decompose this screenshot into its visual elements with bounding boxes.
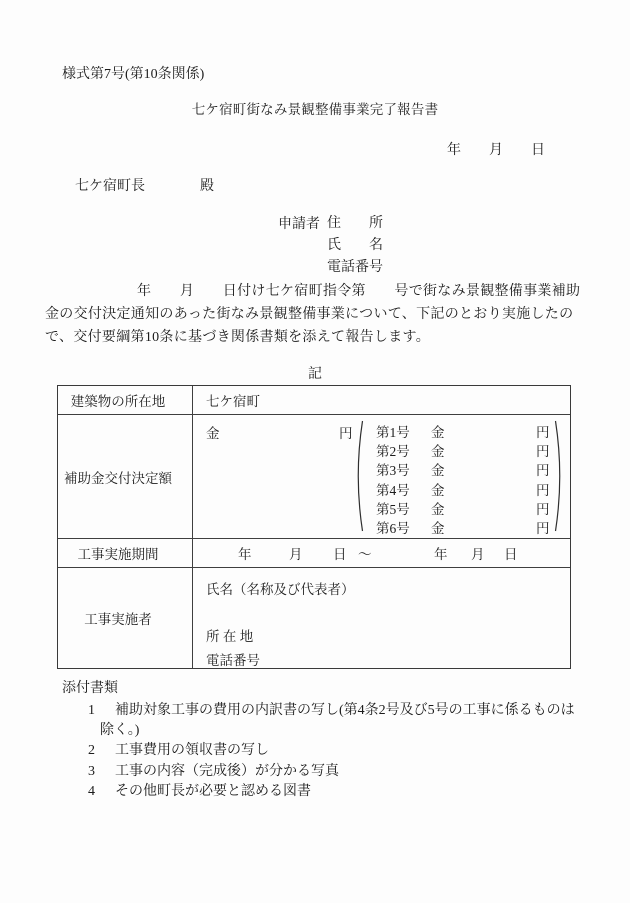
attachment-item-continuation: 除く。) (100, 723, 140, 738)
period-token: 日 (333, 547, 347, 562)
amount-entry (376, 498, 554, 517)
table-row-amount (58, 414, 570, 538)
table-row-contractor (58, 567, 570, 668)
table-row-period (58, 538, 570, 567)
entry-no: 第3号 (376, 463, 410, 479)
amount-entry (376, 517, 554, 536)
applicant-name-label: 氏 名 (327, 238, 383, 253)
applicant-label: 申請者 (278, 217, 320, 232)
addressee-honorific: 殿 (200, 179, 214, 194)
large-paren-right-icon (554, 419, 567, 533)
entry-kin: 金 (431, 444, 445, 460)
amount-entry (376, 459, 554, 478)
applicant-address-label: 住 所 (327, 216, 383, 231)
entry-no: 第2号 (376, 444, 410, 460)
contractor-address-line: 所 在 地 (206, 629, 254, 644)
period-token: 月 (471, 547, 485, 562)
body-line-1: 年 月 日付け七ケ宿町指令第 号で街なみ景観整備事業補助 (137, 284, 581, 299)
period-token: 月 (289, 547, 303, 562)
entry-no: 第1号 (376, 425, 410, 440)
applicant-phone-label: 電話番号 (327, 260, 383, 275)
attachment-item (62, 699, 575, 719)
attachment-item (62, 760, 339, 780)
amount-total-yen: 円 (339, 426, 353, 441)
period-token: 日 (504, 547, 518, 562)
item-number: 2 (88, 743, 95, 758)
attachment-item (62, 780, 311, 800)
amount-entry (376, 421, 554, 440)
amount-cell (193, 415, 570, 538)
applicant-block (327, 213, 383, 279)
addressee (75, 175, 214, 195)
ki-heading: 記 (308, 367, 322, 382)
entry-no: 第5号 (376, 501, 410, 517)
entry-yen: 円 (536, 501, 550, 517)
body-line-3: で、交付要綱第10条に基づき関係書類を添えて報告します。 (45, 330, 430, 345)
period-tilde: ～ (358, 547, 372, 562)
entry-yen: 円 (536, 482, 550, 498)
item-number: 3 (88, 764, 95, 779)
document-title: 七ケ宿町街なみ景観整備事業完了報告書 (191, 102, 439, 117)
location-value: 七ケ宿町 (206, 394, 260, 409)
entry-yen: 円 (536, 444, 550, 460)
item-number: 4 (88, 784, 95, 799)
contractor-phone-line: 電話番号 (206, 653, 260, 668)
report-table (57, 385, 571, 669)
date-line: 年 月 日 (447, 143, 545, 158)
entry-yen: 円 (536, 463, 550, 479)
period-token: 年 (434, 547, 448, 562)
attachments-heading: 添付書類 (62, 681, 118, 696)
amount-entries (376, 421, 554, 536)
item-text: 工事費用の領収書の写し (115, 743, 269, 758)
amount-entry (376, 440, 554, 459)
amount-label: 補助金交付決定額 (58, 415, 193, 538)
form-number: 様式第7号(第10条関係) (62, 67, 205, 82)
entry-kin: 金 (431, 425, 445, 440)
contractor-cell (193, 568, 570, 668)
item-text: 工事の内容（完成後）が分かる写真 (115, 764, 339, 779)
attachment-item (62, 739, 269, 759)
entry-no: 第6号 (376, 520, 410, 536)
entry-kin: 金 (431, 482, 445, 498)
entry-kin: 金 (431, 520, 445, 536)
body-line-2: 金の交付決定通知のあった街なみ景観整備事業について、下記のとおり実施したの (45, 307, 574, 322)
amount-entry (376, 479, 554, 498)
period-value (193, 539, 570, 567)
addressee-label: 七ケ宿町長 (75, 179, 145, 194)
contractor-label: 工事実施者 (58, 568, 193, 668)
entry-yen: 円 (536, 520, 550, 536)
entry-no: 第4号 (376, 482, 410, 498)
amount-total-kin: 金 (206, 426, 220, 441)
large-paren-left-icon (351, 419, 364, 533)
period-label: 工事実施期間 (58, 539, 193, 567)
entry-yen: 円 (536, 425, 550, 440)
table-row-location (58, 386, 570, 414)
contractor-name-line: 氏名（名称及び代表者） (206, 582, 355, 597)
item-number: 1 (88, 703, 95, 718)
entry-kin: 金 (431, 463, 445, 479)
item-text: その他町長が必要と認める図書 (115, 784, 311, 799)
body-paragraph (45, 280, 593, 349)
entry-kin: 金 (431, 501, 445, 517)
item-text: 補助対象工事の費用の内訳書の写し(第4条2号及び5号の工事に係るものは (115, 703, 575, 718)
period-token: 年 (238, 547, 252, 562)
location-label: 建築物の所在地 (58, 386, 193, 414)
